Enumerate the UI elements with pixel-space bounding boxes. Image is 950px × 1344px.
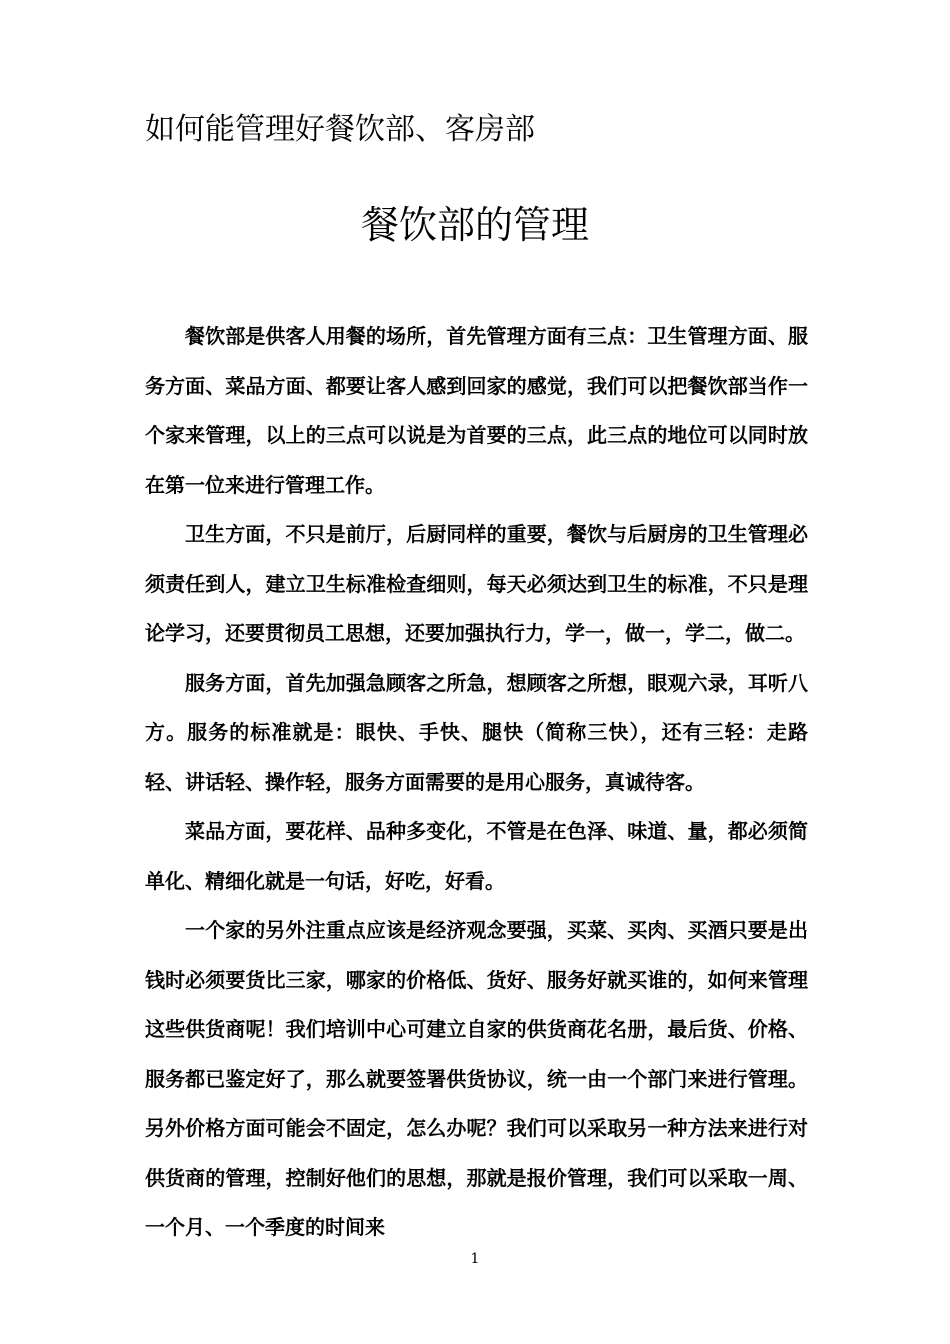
document-title: 如何能管理好餐饮部、客房部: [145, 112, 535, 147]
paragraph-service: 服务方面，首先加强急顾客之所急，想顾客之所想，眼观六录，耳听八方。服务的标准就是：眼快、手快、腿快（简称三快），还有三轻：走路轻、讲话轻、操作轻，服务方面需要的是用心服务，真诚待客。: [145, 670, 808, 794]
paragraph-suppliers: 一个家的另外注重点应该是经济观念要强，买菜、买肉、买酒只要是出钱时必须要货比三家，哪家的价格低、货好、服务好就买谁的，如何来管理这些供货商呢！我们培训中心可建立自家的供货商花名册，最后货、价格、服务都已鉴定好了，那么就要签署供货协议，统一由一个部门来进行管理。另外价格方面可能会不固定，怎么办呢？我们可以采取另一种方法来进行对供货商的管理，控制好他们的思想，那就是报价管理，我们可以采取一周、一个月、一个季度的时间来: [145, 918, 808, 1239]
page-number: 1: [470, 1251, 480, 1267]
section-title: 餐饮部的管理: [360, 203, 589, 247]
paragraph-dishes: 菜品方面，要花样、品种多变化，不管是在色泽、味道、量，都必须简单化、精细化就是一句话，好吃，好看。: [145, 819, 808, 893]
body-text: [145, 312, 808, 1253]
paragraph-intro: 餐饮部是供客人用餐的场所，首先管理方面有三点：卫生管理方面、服务方面、菜品方面、都要让客人感到回家的感觉，我们可以把餐饮部当作一个家来管理，以上的三点可以说是为首要的三点，此三点的地位可以同时放在第一位来进行管理工作。: [145, 324, 808, 497]
paragraph-hygiene: 卫生方面，不只是前厅，后厨同样的重要，餐饮与后厨房的卫生管理必须责任到人，建立卫生标准检查细则，每天必须达到卫生的标准，不只是理论学习，还要贯彻员工思想，还要加强执行力，学一，做一，学二，做二。: [145, 522, 808, 645]
